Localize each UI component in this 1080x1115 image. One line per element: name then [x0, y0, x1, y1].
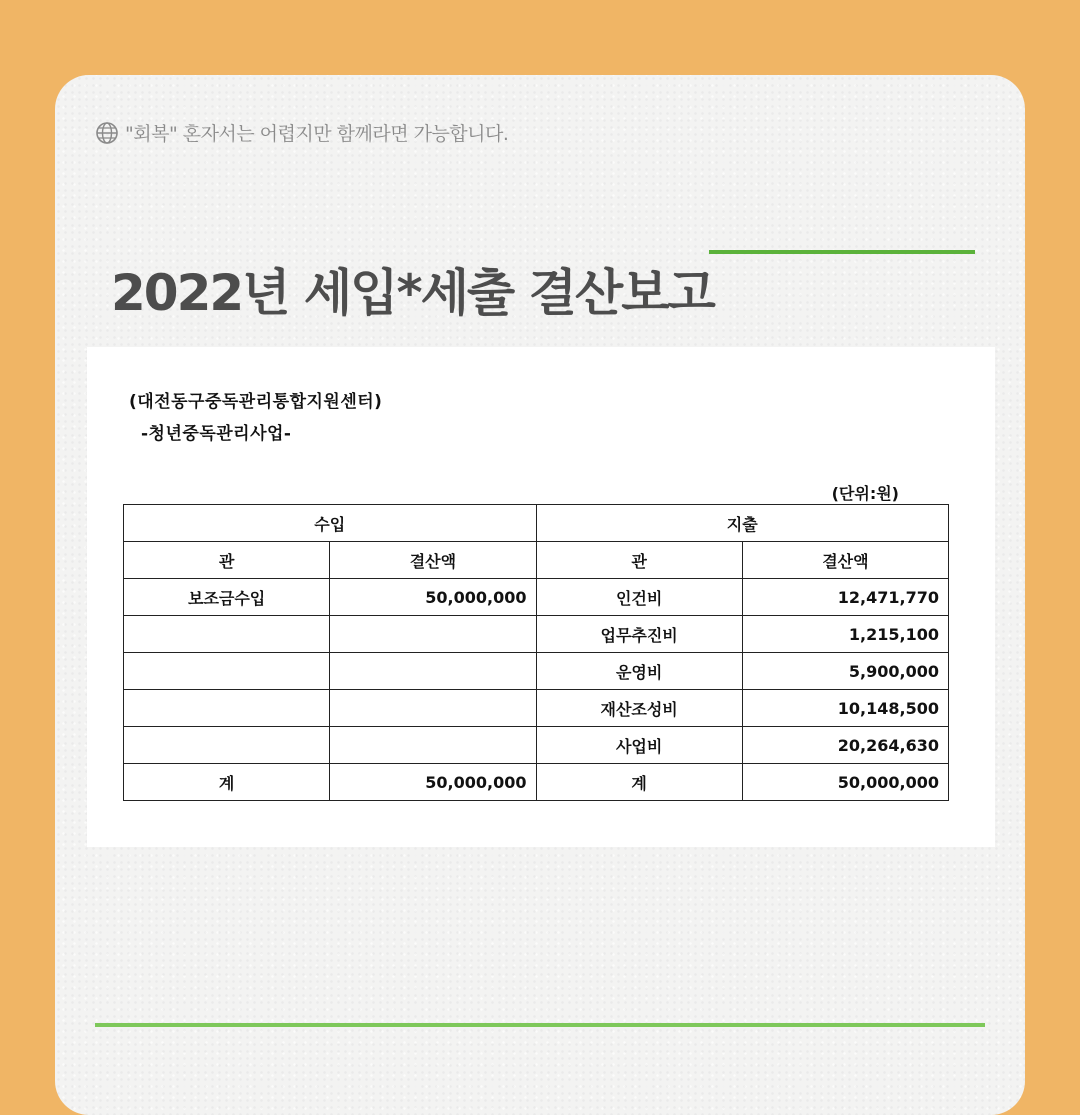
revenue-category — [124, 727, 330, 764]
revenue-category — [124, 616, 330, 653]
expense-amount-header: 결산액 — [742, 542, 948, 579]
revenue-amount: 50,000,000 — [330, 579, 536, 616]
revenue-amount — [330, 653, 536, 690]
revenue-total-amount: 50,000,000 — [330, 764, 536, 801]
expense-amount: 10,148,500 — [742, 690, 948, 727]
revenue-amount — [330, 616, 536, 653]
expense-category: 인건비 — [536, 579, 742, 616]
tagline — [95, 119, 508, 146]
table-row — [124, 690, 949, 727]
revenue-category — [124, 653, 330, 690]
table-row — [124, 579, 949, 616]
settlement-document — [87, 347, 995, 847]
revenue-header: 수입 — [124, 505, 537, 542]
expense-amount: 5,900,000 — [742, 653, 948, 690]
expense-amount: 20,264,630 — [742, 727, 948, 764]
expense-category-header: 관 — [536, 542, 742, 579]
tagline-text: "회복" 혼자서는 어렵지만 함께라면 가능합니다. — [125, 123, 509, 145]
expense-header: 지출 — [536, 505, 949, 542]
bottom-divider — [95, 1023, 985, 1027]
table-row — [124, 653, 949, 690]
revenue-amount-header: 결산액 — [330, 542, 536, 579]
project-name: -청년중독관리사업- — [141, 424, 292, 444]
expense-total-amount: 50,000,000 — [742, 764, 948, 801]
content-card — [55, 75, 1025, 1115]
settlement-table — [123, 504, 949, 801]
expense-amount: 1,215,100 — [742, 616, 948, 653]
revenue-category: 보조금수입 — [124, 579, 330, 616]
page-title: 2022년 세입*세출 결산보고 — [111, 264, 714, 322]
expense-category: 업무추진비 — [536, 616, 742, 653]
table-subheader-row — [124, 542, 949, 579]
expense-amount: 12,471,770 — [742, 579, 948, 616]
revenue-amount — [330, 727, 536, 764]
expense-category: 사업비 — [536, 727, 742, 764]
expense-category: 재산조성비 — [536, 690, 742, 727]
table-row — [124, 616, 949, 653]
table-row — [124, 727, 949, 764]
organization-name: (대전동구중독관리통합지원센터) — [129, 392, 383, 412]
globe-icon — [95, 121, 119, 145]
revenue-amount — [330, 690, 536, 727]
table-total-row — [124, 764, 949, 801]
revenue-category-header: 관 — [124, 542, 330, 579]
unit-label: (단위:원) — [831, 484, 899, 503]
table-header-row — [124, 505, 949, 542]
revenue-category — [124, 690, 330, 727]
title-accent-line — [709, 250, 975, 254]
revenue-total-label: 계 — [124, 764, 330, 801]
expense-total-label: 계 — [536, 764, 742, 801]
expense-category: 운영비 — [536, 653, 742, 690]
